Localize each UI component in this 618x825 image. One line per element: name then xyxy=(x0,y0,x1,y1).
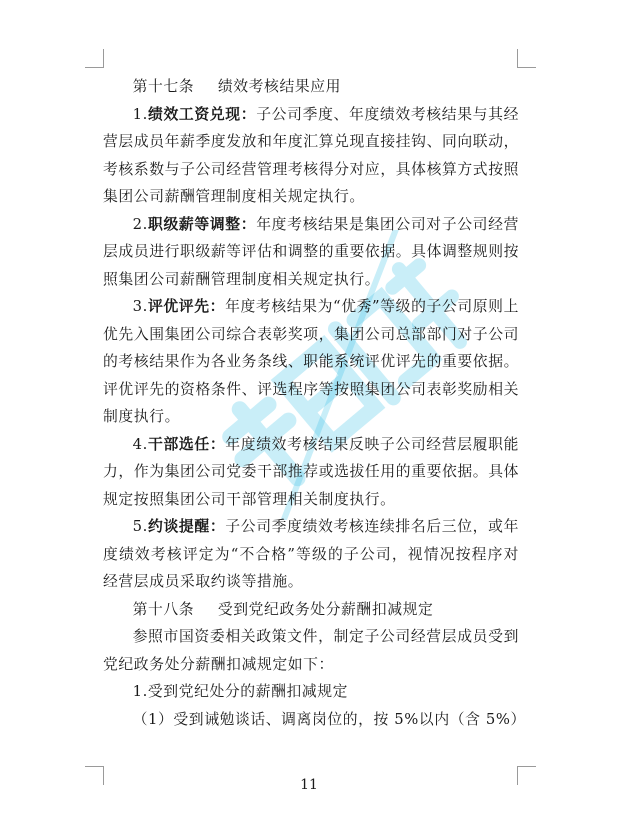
item-title: 绩效工资兑现： xyxy=(147,105,257,123)
item-title: 职级薪等调整： xyxy=(147,215,257,233)
article-17-item-3 xyxy=(103,293,519,431)
article-18-subsection-1-item-1: （1）受到诫勉谈话、调离岗位的，按 5%以内（含 5%） xyxy=(132,710,526,728)
article-18-heading xyxy=(103,596,519,624)
item-number: 2. xyxy=(132,215,148,233)
crop-mark-top-left xyxy=(85,49,104,68)
item-text: 年度考核结果是集团公司对子公司经营层成员进行职级薪等评估和调整的重要依据。具体调整规则按照集团公司薪酬管理制度相关规定执行。 xyxy=(103,215,519,288)
item-number: 3. xyxy=(132,298,148,315)
item-title: 约谈提醒： xyxy=(147,518,226,535)
page-number: 11 xyxy=(300,777,318,793)
article-17-item-4 xyxy=(103,431,519,514)
item-text: 年度考核结果为“优秀”等级的子公司原则上优先入围集团公司综合表彰奖项，集团公司总部部门对子公司的考核结果作为各业务条线、职能系统评优评先的重要依据。评优评先的资格条件、评选程序等按照集团公司表彰奖励相关制度执行。 xyxy=(103,298,519,425)
item-number: 5. xyxy=(132,518,148,535)
article-17-title: 绩效考核结果应用 xyxy=(217,78,342,95)
item-text: 年度绩效考核结果反映子公司经营层履职能力，作为集团公司党委干部推荐或选拔任用的重要依据。具体规定按照集团公司干部管理相关制度执行。 xyxy=(103,435,519,508)
article-18-title: 受到党纪政务处分薪酬扣减规定 xyxy=(217,600,434,618)
article-18-subsection-1: 1.受到党纪处分的薪酬扣减规定 xyxy=(132,683,349,700)
item-number: 4. xyxy=(132,435,148,453)
article-18-intro: 参照市国资委相关政策文件，制定子公司经营层成员受到党纪政务处分薪酬扣减规定如下： xyxy=(103,628,519,673)
item-text: 子公司季度、年度绩效考核结果与其经营层成员年薪季度发放和年度汇算兑现直接挂钩、同向联动，考核系数与子公司经营管理考核得分对应，具体核算方式按照集团公司薪酬管理制度相关规定执行。 xyxy=(103,105,519,205)
article-17-heading xyxy=(103,73,519,101)
article-17-number: 第十七条 xyxy=(132,78,195,95)
crop-mark-top-right xyxy=(517,49,536,68)
item-title: 评优评先： xyxy=(147,298,226,315)
item-text: 子公司季度绩效考核连续排名后三位，或年度绩效考核评定为“不合格”等级的子公司，视情况按程序对经营层成员采取约谈等措施。 xyxy=(103,518,519,590)
item-title: 干部选任： xyxy=(147,435,226,453)
item-number: 1. xyxy=(132,105,148,123)
article-18-number: 第十八条 xyxy=(132,600,195,618)
document-body xyxy=(103,73,526,733)
article-17-item-2 xyxy=(103,211,519,294)
article-17-item-5 xyxy=(103,513,519,596)
article-17-item-1 xyxy=(103,101,519,211)
